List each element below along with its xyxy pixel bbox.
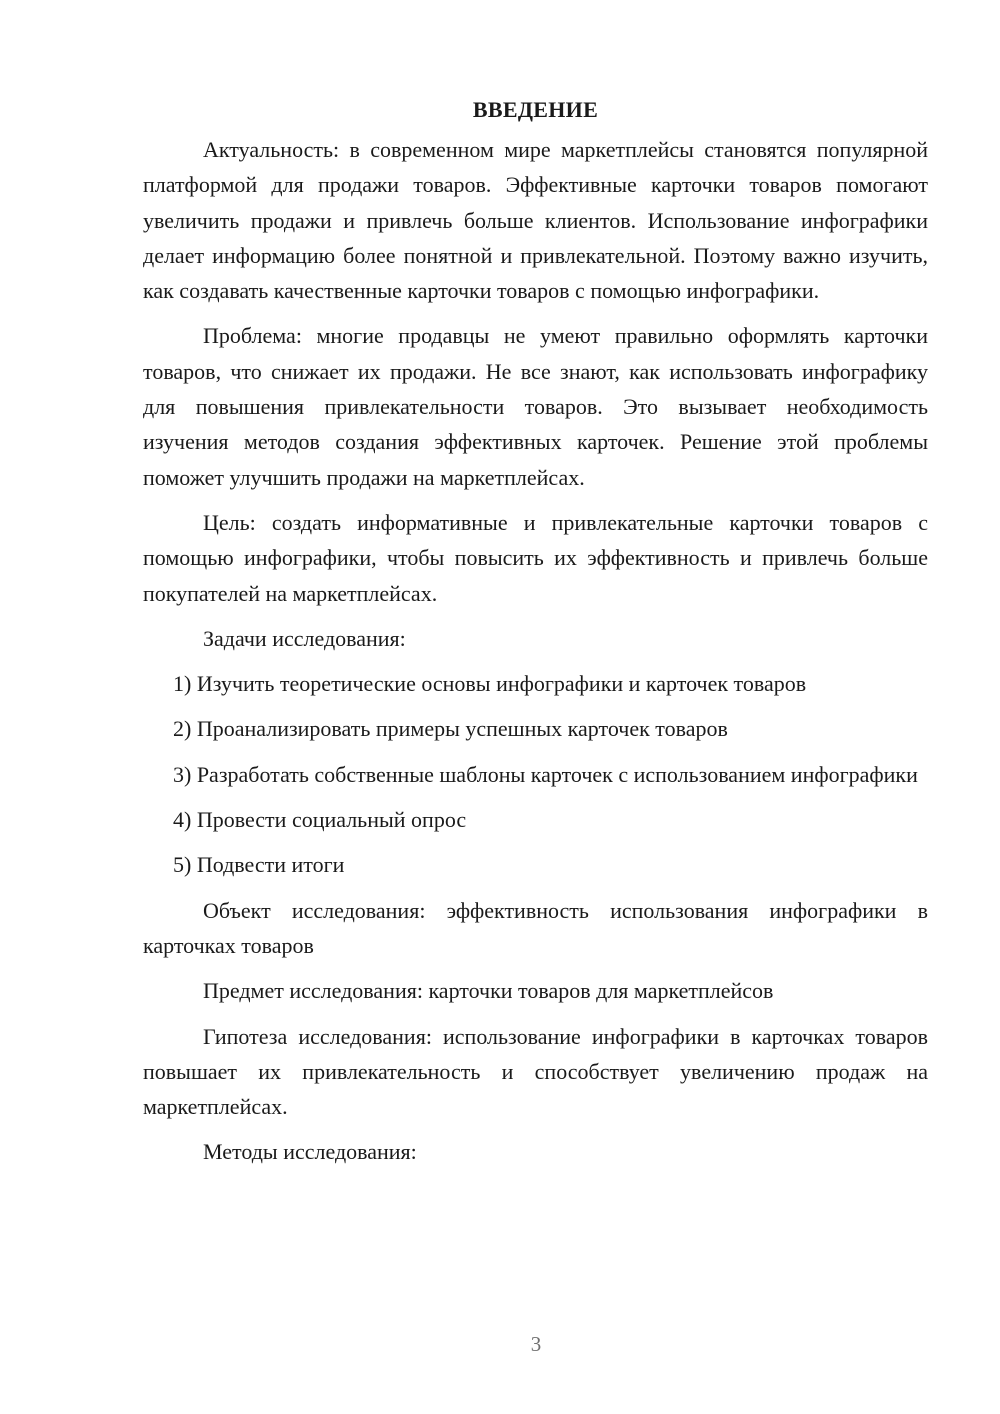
task-item: 5) Подвести итоги: [173, 852, 345, 878]
relevance-paragraph: Актуальность: в современном мире маркетплейсы становятся популярной платформой для продажи товаров. Эффективные карточки товаров помогают увеличить продажи и привлечь больше клиентов. Использование инфографики делает информацию более понятной и привлекательной. Поэтому важно изучить, как создавать качественные карточки товаров с помощью инфографики.: [143, 137, 928, 304]
task-item: 1) Изучить теоретические основы инфографики и карточек товаров: [173, 671, 807, 697]
goal-paragraph: Цель: создать информативные и привлекательные карточки товаров с помощью инфографики, чтобы повысить их эффективность и привлечь больше покупателей на маркетплейсах.: [143, 509, 928, 606]
document-page: [143, 90, 928, 1170]
problem-paragraph: Проблема: многие продавцы не умеют правильно оформлять карточки товаров, что снижает их продажи. Не все знают, как использовать инфографику для повышения привлекательности товаров. Это вызывает необходимость изучения методов создания эффективных карточек. Решение этой проблемы поможет улучшить продажи на маркетплейсах.: [143, 323, 928, 490]
object-paragraph: Объект исследования: эффективность использования инфографики в карточках товаров: [143, 897, 928, 958]
tasks-title: Задачи исследования:: [203, 625, 406, 651]
task-item: 3) Разработать собственные шаблоны карточек с использованием инфографики: [173, 761, 918, 787]
page-number: 3: [530, 1332, 542, 1356]
page-title: ВВЕДЕНИЕ: [472, 97, 599, 122]
methods-title: Методы исследования:: [203, 1139, 417, 1165]
subject-paragraph: Предмет исследования: карточки товаров для маркетплейсов: [203, 978, 774, 1004]
task-item: 2) Проанализировать примеры успешных карточек товаров: [173, 716, 728, 742]
task-item: 4) Провести социальный опрос: [173, 807, 467, 833]
hypothesis-paragraph: Гипотеза исследования: использование инфографики в карточках товаров повышает их привлекательность и способствует увеличению продаж на маркетплейсах.: [143, 1023, 928, 1120]
